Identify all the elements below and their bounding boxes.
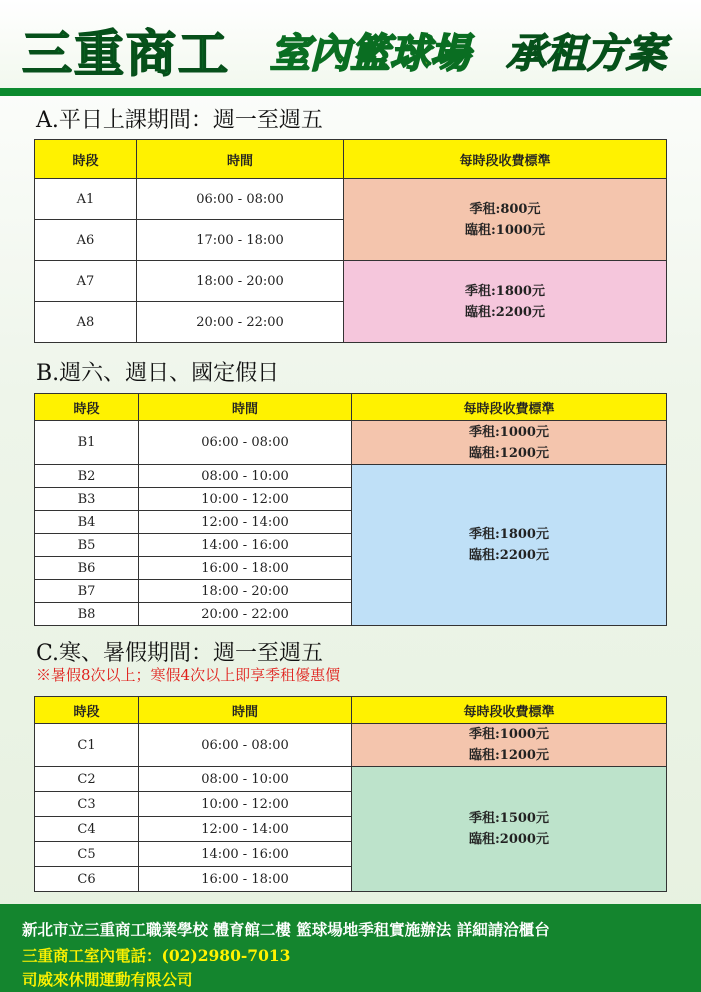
slot-code: B7 bbox=[35, 580, 139, 603]
temp-rate: 臨租:2200元 bbox=[465, 304, 545, 320]
temp-rate: 臨租:1200元 bbox=[469, 748, 549, 763]
temp-rate: 臨租:1000元 bbox=[465, 222, 545, 238]
header-fee: 每時段收費標準 bbox=[352, 394, 667, 421]
temp-rate: 臨租:2200元 bbox=[469, 548, 549, 563]
slot-time: 17:00 - 18:00 bbox=[137, 220, 344, 261]
fee-cell bbox=[352, 767, 667, 892]
temp-rate: 臨租:1200元 bbox=[469, 445, 549, 461]
slot-time: 16:00 - 18:00 bbox=[139, 557, 352, 580]
slot-code: A8 bbox=[35, 302, 137, 343]
slot-time: 14:00 - 16:00 bbox=[139, 842, 352, 867]
slot-time: 18:00 - 20:00 bbox=[137, 261, 344, 302]
discount-note: ※暑假8次以上；寒假4次以上即享季租優惠價 bbox=[36, 666, 341, 684]
slot-time: 20:00 - 22:00 bbox=[139, 603, 352, 626]
footer-phone: 三重商工室內電話：(02)2980-7013 bbox=[22, 946, 291, 965]
table-row bbox=[35, 465, 667, 488]
slot-time: 16:00 - 18:00 bbox=[139, 867, 352, 892]
page-title: 三重商工 bbox=[22, 25, 230, 83]
slot-code: C1 bbox=[35, 724, 139, 767]
slot-time: 08:00 - 10:00 bbox=[139, 465, 352, 488]
season-rate: 季租:800元 bbox=[469, 201, 541, 217]
header-time: 時間 bbox=[139, 394, 352, 421]
slot-code: B8 bbox=[35, 603, 139, 626]
slot-time: 08:00 - 10:00 bbox=[139, 767, 352, 792]
section-a-title: A.平日上課期間：週一至週五 bbox=[36, 108, 323, 133]
slot-code: C3 bbox=[35, 792, 139, 817]
slot-code: B2 bbox=[35, 465, 139, 488]
slot-code: B6 bbox=[35, 557, 139, 580]
footer-company: 司威來休閒運動有限公司 bbox=[22, 970, 193, 989]
section-c-table bbox=[34, 696, 667, 892]
section-b-title: B.週六、週日、國定假日 bbox=[36, 361, 280, 386]
slot-code: C2 bbox=[35, 767, 139, 792]
slot-code: C4 bbox=[35, 817, 139, 842]
fee-cell bbox=[352, 421, 667, 465]
table-header-row bbox=[35, 394, 667, 421]
section-b-table bbox=[34, 393, 667, 626]
section-c-title: C.寒、暑假期間：週一至週五 bbox=[36, 641, 324, 666]
table-row bbox=[35, 179, 667, 220]
slot-time: 18:00 - 20:00 bbox=[139, 580, 352, 603]
season-rate: 季租:1800元 bbox=[469, 527, 549, 542]
fee-cell bbox=[344, 261, 667, 343]
header-fee: 每時段收費標準 bbox=[344, 140, 667, 179]
fee-cell bbox=[352, 724, 667, 767]
header-slot: 時段 bbox=[35, 394, 139, 421]
table-row bbox=[35, 421, 667, 465]
slot-code: C5 bbox=[35, 842, 139, 867]
slot-time: 06:00 - 08:00 bbox=[139, 421, 352, 465]
slot-code: A1 bbox=[35, 179, 137, 220]
season-rate: 季租:1500元 bbox=[469, 811, 549, 826]
slot-code: B5 bbox=[35, 534, 139, 557]
table-row bbox=[35, 767, 667, 792]
fee-cell bbox=[344, 179, 667, 261]
slot-time: 06:00 - 08:00 bbox=[137, 179, 344, 220]
header-slot: 時段 bbox=[35, 140, 137, 179]
header-time: 時間 bbox=[137, 140, 344, 179]
season-rate: 季租:1000元 bbox=[469, 424, 549, 440]
fee-cell bbox=[352, 465, 667, 626]
header-fee: 每時段收費標準 bbox=[352, 697, 667, 724]
table-header-row bbox=[35, 697, 667, 724]
slot-time: 10:00 - 12:00 bbox=[139, 792, 352, 817]
footer-school-info: 新北市立三重商工職業學校 體育館二樓 籃球場地季租實施辦法 詳細請洽櫃台 bbox=[22, 920, 550, 939]
header-slot: 時段 bbox=[35, 697, 139, 724]
header-banner bbox=[0, 0, 701, 88]
temp-rate: 臨租:2000元 bbox=[469, 832, 549, 847]
table-row bbox=[35, 724, 667, 767]
table-row bbox=[35, 261, 667, 302]
slot-time: 06:00 - 08:00 bbox=[139, 724, 352, 767]
slot-code: B3 bbox=[35, 488, 139, 511]
subtitle-rest: 承租方案 bbox=[506, 31, 666, 77]
header-time: 時間 bbox=[139, 697, 352, 724]
section-a-table bbox=[34, 139, 667, 343]
slot-code: B1 bbox=[35, 421, 139, 465]
table-header-row bbox=[35, 140, 667, 179]
slot-time: 14:00 - 16:00 bbox=[139, 534, 352, 557]
slot-code: A6 bbox=[35, 220, 137, 261]
subtitle-highlight: 室內籃球場 bbox=[270, 31, 470, 77]
slot-time: 10:00 - 12:00 bbox=[139, 488, 352, 511]
season-rate: 季租:1800元 bbox=[465, 283, 545, 299]
slot-time: 12:00 - 14:00 bbox=[139, 817, 352, 842]
season-rate: 季租:1000元 bbox=[469, 727, 549, 742]
slot-code: B4 bbox=[35, 511, 139, 534]
slot-code: C6 bbox=[35, 867, 139, 892]
slot-time: 12:00 - 14:00 bbox=[139, 511, 352, 534]
header-divider bbox=[0, 88, 701, 96]
footer-banner bbox=[0, 904, 701, 992]
slot-code: A7 bbox=[35, 261, 137, 302]
slot-time: 20:00 - 22:00 bbox=[137, 302, 344, 343]
